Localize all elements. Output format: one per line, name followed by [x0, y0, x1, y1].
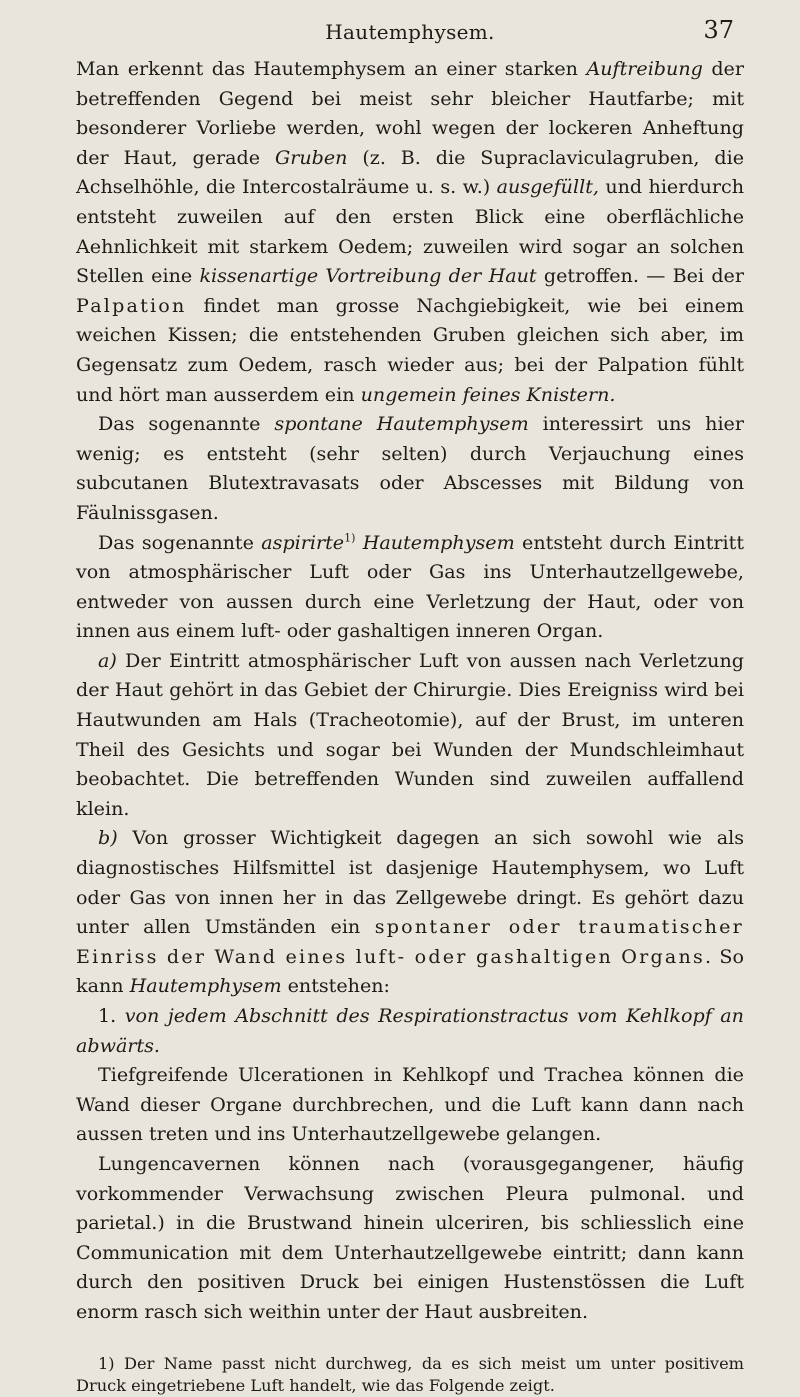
emphasis: Gruben	[274, 145, 348, 169]
text-run: entsteht durch Eintritt von atmosphärischer Luft oder Gas ins Unterhautzellgewebe, entweder von aussen durch eine Verletzung der Haut, oder von innen aus einem luft- oder gashaltigen inneren Organ.	[76, 530, 744, 643]
list-marker: a)	[98, 648, 117, 672]
text-run: Tiefgreifende Ulcerationen in Kehlkopf und Trachea können die Wand dieser Organe durchbrechen, und die Luft kann dann nach aussen treten und ins Unterhautzellgewebe gelangen.	[76, 1063, 744, 1146]
emphasis: ausgefüllt,	[496, 175, 599, 199]
paragraph-b	[76, 823, 744, 1001]
text-run: Man erkennt das Hautemphysem an einer starken	[76, 57, 587, 80]
text-run: interessirt uns hier wenig; es entsteht (sehr selten) durch Verjauchung eines subcutanen Blutextravasats oder Abscesses mit Bildung von Fäulnissgasen.	[76, 412, 744, 524]
footnote-text: 1) Der Name passt nicht durchweg, da es sich meist um unter positivem Druck eingetriebene Luft handelt, wie das Folgende zeigt.	[76, 1353, 744, 1395]
text-run: Der Eintritt atmosphärischer Luft von aussen nach Verletzung der Haut gehört in das Gebiet der Chirurgie. Dies Ereigniss wird bei Hautwunden am Hals (Tracheotomie), auf der Brust, im unteren Theil des Gesichts und sogar bei Wunden der Mundschleimhaut beobachtet. Die betreffenden Wunden sind zuweilen auffallend klein.	[76, 648, 744, 820]
text-run: Von grosser Wichtigkeit dagegen an sich sowohl wie als diagnostisches Hilfsmittel ist dasjenige Hautemphysem, wo Luft oder Gas von innen her in das Zellgewebe dringt. Es gehört dazu unter allen Umständen ein	[76, 826, 744, 939]
spaced-term: spontaner oder traumatischer Einriss der Wand eines luft- oder gashaltigen Organs.	[76, 915, 744, 968]
footnote-marker: 1)	[344, 531, 356, 545]
text-run: der betreffenden Gegend bei meist sehr bleicher Hautfarbe; mit besonderer Vorliebe werden, wohl wegen der lockeren Anheftung der Haut, gerade	[76, 57, 744, 169]
emphasis: ungemein feines Knistern.	[360, 382, 616, 406]
emphasis: kissenartige Vortreibung der Haut	[199, 264, 537, 288]
text-run: Das sogenannte	[98, 530, 262, 554]
running-title: Hautemphysem.	[325, 20, 495, 44]
paragraph-a	[76, 646, 744, 824]
paragraph-aspirated	[76, 528, 744, 646]
text-run: Das sogenannte	[98, 412, 275, 436]
list-number: 1.	[98, 1004, 125, 1027]
list-marker: b)	[98, 826, 118, 850]
paragraph-appearance	[76, 54, 744, 409]
text-run: entstehen:	[281, 974, 390, 998]
paragraph-item-1-heading	[76, 1001, 744, 1060]
text-run: und hierdurch entsteht zuweilen auf den ersten Blick eine oberflächliche Aehnlichkeit mit starkem Oedem; zuweilen wird sogar an solchen Stellen eine	[76, 175, 744, 288]
text-run: getroffen. — Bei der	[536, 264, 744, 288]
text-run: (z. B. die Supraclaviculagruben, die Achselhöhle, die Intercostalräume u. s. w.)	[76, 145, 744, 199]
paragraph-spontaneous	[76, 409, 744, 527]
spaced-term: Palpation	[76, 293, 187, 317]
text-run: So kann	[76, 944, 744, 998]
footnote	[76, 1353, 744, 1397]
emphasis: Hautemphysem	[129, 974, 282, 998]
paragraph-ulcerations	[76, 1060, 744, 1149]
emphasis: von jedem Abschnitt des Respirationstractus vom Kehlkopf an abwärts.	[76, 1004, 744, 1057]
body-text	[76, 54, 744, 1327]
emphasis: Hautemphysem	[355, 530, 515, 554]
emphasis: spontane Hautemphysem	[274, 412, 529, 436]
paragraph-cavernae	[76, 1149, 744, 1327]
emphasis: Auftreibung	[586, 57, 703, 80]
page-number: 37	[703, 16, 734, 44]
emphasis: aspirirte	[261, 530, 345, 554]
running-header	[76, 0, 744, 54]
text-run: findet man grosse Nachgiebigkeit, wie bei einem weichen Kissen; die entstehenden Gruben gleichen sich aber, im Gegensatz zum Oedem, rasch wieder aus; bei der Palpation fühlt und hört man ausserdem ein	[76, 293, 744, 406]
text-run: Lungencavernen können nach (vorausgegangener, häufig vorkommender Verwachsung zwischen Pleura pulmonal. und parietal.) in die Brustwand hinein ulceriren, bis schliesslich eine Communication mit dem Unterhautzellgewebe eintritt; dann kann durch den positiven Druck bei einigen Hustenstössen die Luft enorm rasch sich weithin unter der Haut ausbreiten.	[76, 1151, 744, 1323]
